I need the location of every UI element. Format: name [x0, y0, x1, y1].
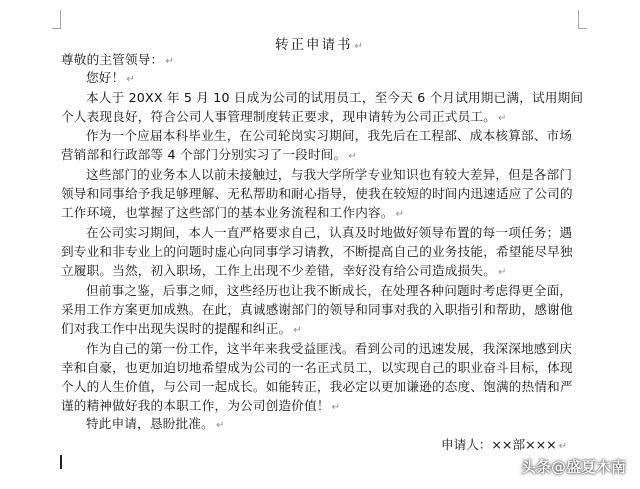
- body-line[interactable]: 立履职。当然，初入职场，工作上出现不少差错，幸好没有给公司造成损失。 ↵: [61, 263, 507, 278]
- body-line[interactable]: 但前事之鉴，后事之师，这些经历也让我不断成长，在处理各种问题时考虑得更全面，: [86, 283, 573, 298]
- body-line[interactable]: 特此申请，恳盼批准。 ↵: [86, 416, 225, 431]
- text-cursor: [60, 455, 62, 469]
- salutation-line[interactable]: 尊敬的主管领导： ↵: [61, 52, 174, 67]
- signature-line[interactable]: 申请人：××部××× ↵: [441, 437, 568, 452]
- body-line[interactable]: 这些部门的业务本人以前未接触过，与我大学所学专业知识也有较大差异，但是各部门: [86, 167, 573, 182]
- body-line[interactable]: 工作环境，也掌握了这些部门的基本业务流程和工作内容。 ↵: [61, 205, 405, 220]
- body-line[interactable]: 营销部和行政部等 4 个部门分别实习了一段时间。 ↵: [61, 147, 357, 162]
- body-line[interactable]: 作为自己的第一份工作，这半年来我受益匪浅。看到公司的迅速发展，我深深地感到庆: [86, 341, 573, 356]
- body-line[interactable]: 采用工作方案更加成熟。在此，真诚感谢部门的领导和同事对我的入职指引和帮助，感谢他: [61, 302, 573, 317]
- body-line[interactable]: 个人表现良好，符合公司人事管理制度转正要求，现申请转为公司正式员工。 ↵: [61, 109, 507, 124]
- body-line[interactable]: 个人的人生价值，与公司一起成长。如能转正，我必定以更加谦逊的态度、饱满的热情和严: [61, 379, 573, 394]
- body-line[interactable]: 领导和同事给予我足够理解、无私帮助和耐心指导，使我在较短的时间内迅速适应了公司的: [61, 186, 573, 201]
- body-line[interactable]: 到专业和非专业上的问题时虚心向同事学习请教，不断提高自己的业务技能，希望能尽早独: [61, 244, 573, 259]
- body-line[interactable]: 本人于 20XX 年 5 月 10 日成为公司的试用员工，至今天 6 个月试用期已满，试用期间: [86, 90, 584, 105]
- body-line[interactable]: 谨的精神做好我的本职工作，为公司创造价值！ ↵: [61, 398, 341, 413]
- body-line[interactable]: 幸和自豪，也更加迫切地希望成为公司的一名正式员工，以实现自己的职业奋斗目标，体现: [61, 360, 573, 375]
- greeting-line[interactable]: 您好！ ↵: [86, 70, 135, 85]
- crop-mark-top-right: [578, 10, 587, 29]
- watermark: 头条@盛夏木南: [520, 458, 626, 476]
- body-line[interactable]: 作为一个应届本科毕业生，在公司轮岗实习期间，我先后在工程部、成本核算部、市场: [86, 128, 573, 143]
- body-line[interactable]: 们对我工作中出现失误时的提醒和纠正。 ↵: [61, 321, 302, 336]
- document-title[interactable]: 转正申请书 ↵: [275, 37, 365, 53]
- body-line[interactable]: 在公司实习期间，本人一直严格要求自己，认真及时地做好领导布置的每一项任务；遇: [86, 225, 573, 240]
- crop-mark-top-left: [52, 10, 61, 29]
